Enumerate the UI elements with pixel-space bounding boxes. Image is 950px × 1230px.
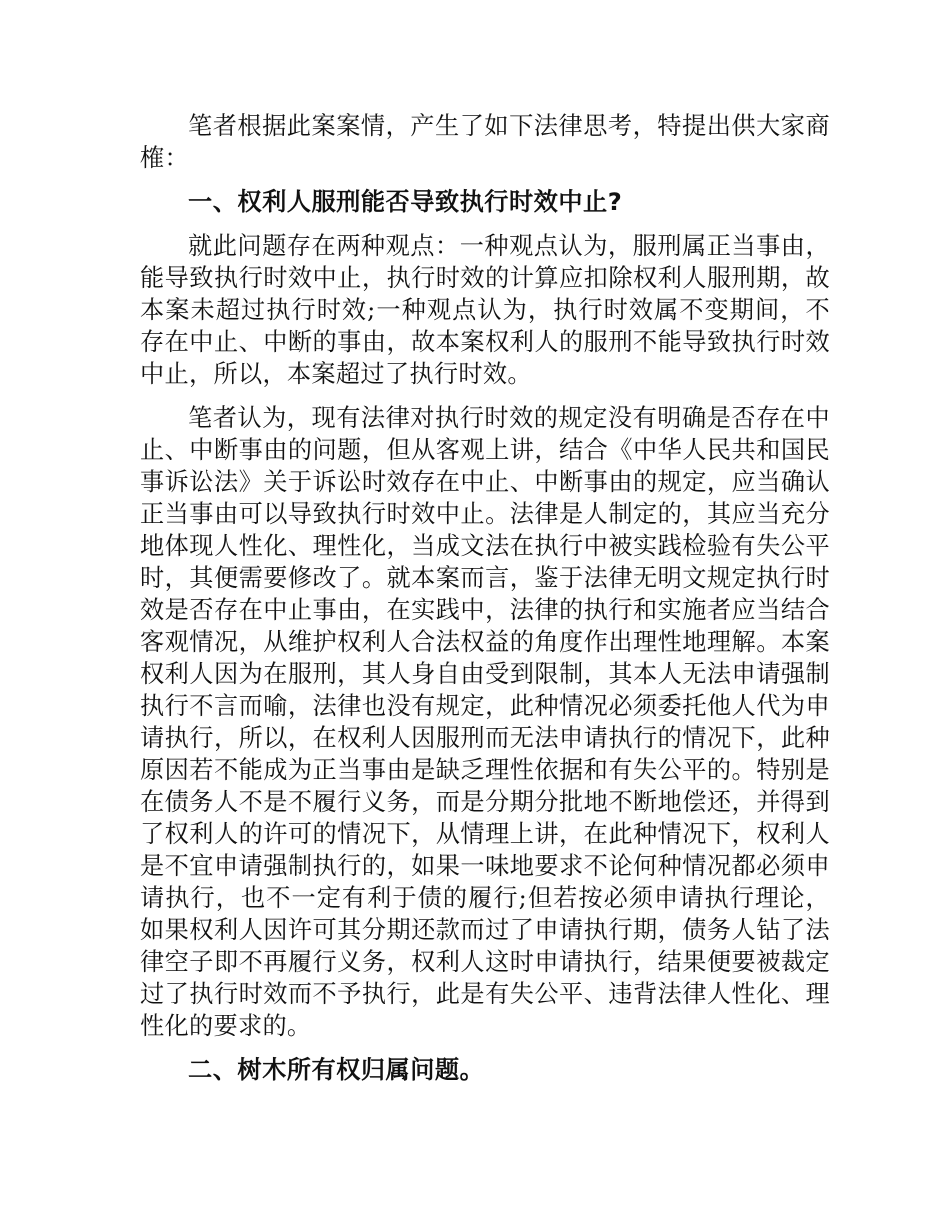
document-body [140,110,830,1098]
intro-paragraph: 笔者根据此案案情，产生了如下法律思考，特提出供大家商榷： [140,112,830,172]
viewpoints-paragraph: 就此问题存在两种观点：一种观点认为，服刑属正当事由，能导致执行时效中止，执行时效的计算应扣除权利人服刑期，故本案未超过执行时效;一种观点认为，执行时效属不变期间，不存在中止、中断的事由，故本案权利人的服刑不能导致执行时效中止，所以，本案超过了执行时效。 [140,232,830,388]
section-heading-2: 二、树木所有权归属问题。 [188,1056,485,1084]
author-opinion-paragraph: 笔者认为，现有法律对执行时效的规定没有明确是否存在中止、中断事由的问题，但从客观上讲，结合《中华人民共和国民事诉讼法》关于诉讼时效存在中止、中断事由的规定，应当确认正当事由可以导致执行时效中止。法律是人制定的，其应当充分地体现人性化、理性化，当成文法在执行中被实践检验有失公平时，其便需要修改了。就本案而言，鉴于法律无明文规定执行时效是否存在中止事由，在实践中，法律的执行和实施者应当结合客观情况，从维护权利人合法权益的角度作出理性地理解。本案权利人因为在服刑，其人身自由受到限制，其本人无法申请强制执行不言而喻，法律也没有规定，此种情况必须委托他人代为申请执行，所以，在权利人因服刑而无法申请执行的情况下，此种原因若不能成为正当事由是缺乏理性依据和有失公平的。特别是在债务人不是不履行义务，而是分期分批地不断地偿还，并得到了权利人的许可的情况下，从情理上讲，在此种情况下，权利人是不宜申请强制执行的，如果一味地要求不论何种情况都必须申请执行，也不一定有利于债的履行;但若按必须申请执行理论，如果权利人因许可其分期还款而过了申请执行期，债务人钻了法律空子即不再履行义务，权利人这时申请执行，结果便要被裁定过了执行时效而不予执行，此是有失公平、违背法律人性化、理性化的要求的。 [140,404,830,1040]
section-heading-1: 一、权利人服刑能否导致执行时效中止? [188,188,623,216]
